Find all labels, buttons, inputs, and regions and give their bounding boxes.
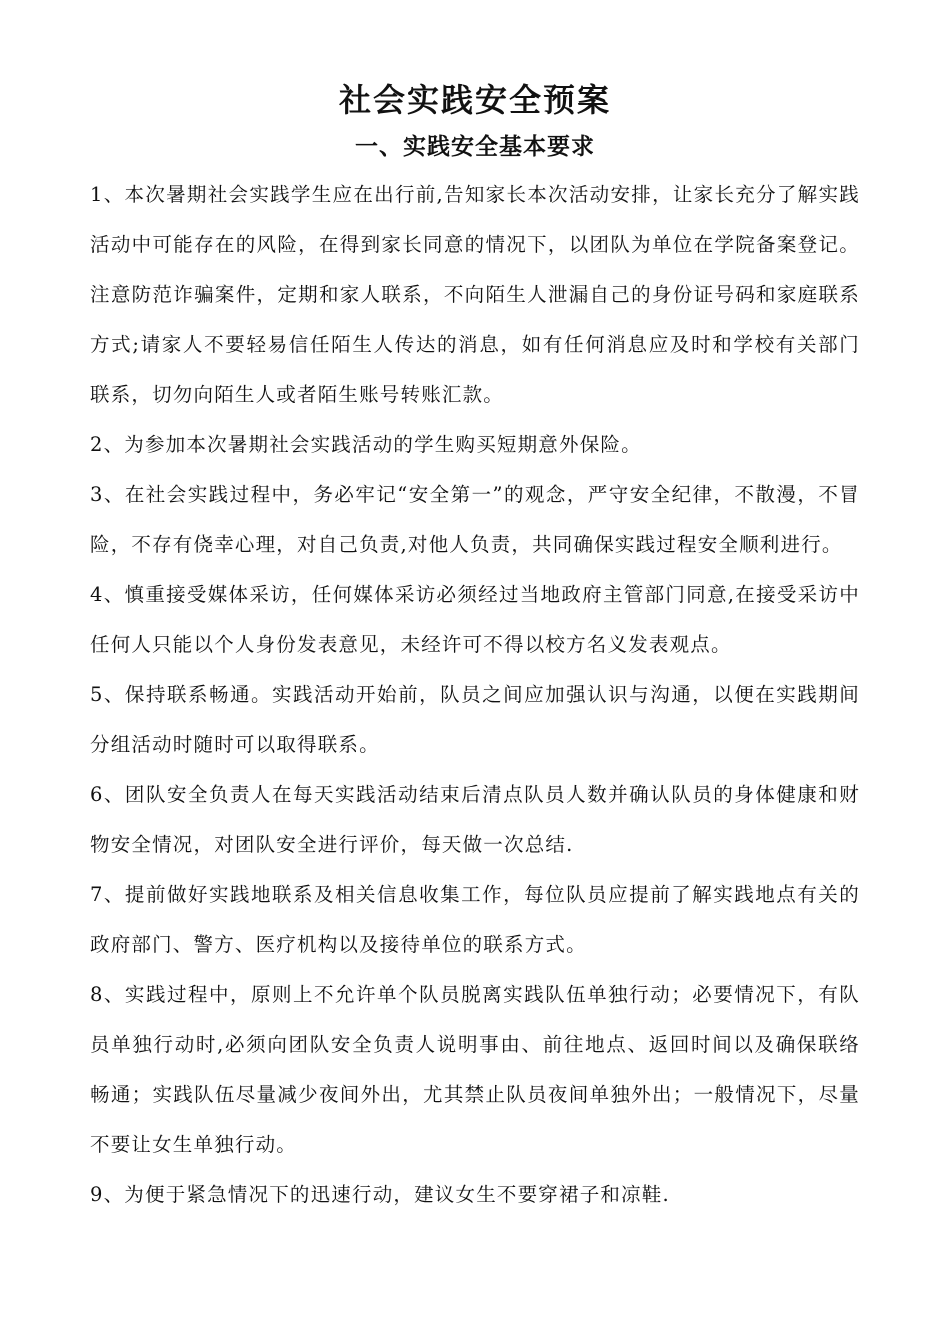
paragraph-4: 4、慎重接受媒体采访，任何媒体采访必须经过当地政府主管部门同意,在接受采访中任何人只能以个人身份发表意见，未经许可不得以校方名义发表观点。 [90,583,860,656]
document-title: 社会实践安全预案 [338,81,611,119]
paragraph-2: 2、为参加本次暑期社会实践活动的学生购买短期意外保险。 [90,433,642,456]
paragraph-3: 3、在社会实践过程中，务必牢记“安全第一”的观念，严守安全纪律，不散漫，不冒险，不存有侥幸心理，对自己负责,对他人负责，共同确保实践过程安全顺利进行。 [90,483,860,556]
paragraph-7: 7、提前做好实践地联系及相关信息收集工作，每位队员应提前了解实践地点有关的政府部门、警方、医疗机构以及接待单位的联系方式。 [90,883,860,956]
paragraph-1: 1、本次暑期社会实践学生应在出行前,告知家长本次活动安排，让家长充分了解实践活动中可能存在的风险，在得到家长同意的情况下，以团队为单位在学院备案登记。注意防范诈骗案件，定期和家人联系，不向陌生人泄漏自己的身份证号码和家庭联系方式;请家人不要轻易信任陌生人传达的消息，如有任何消息应及时和学校有关部门联系，切勿向陌生人或者陌生账号转账汇款。 [90,183,860,406]
paragraph-5: 5、保持联系畅通。实践活动开始前，队员之间应加强认识与沟通，以便在实践期间分组活动时随时可以取得联系。 [90,683,860,756]
paragraph-8: 8、实践过程中，原则上不允许单个队员脱离实践队伍单独行动；必要情况下，有队员单独行动时,必须向团队安全负责人说明事由、前往地点、返回时间以及确保联络畅通；实践队伍尽量减少夜间外出，尤其禁止队员夜间单独外出；一般情况下，尽量不要让女生单独行动。 [90,983,860,1156]
section-heading: 一、实践安全基本要求 [355,133,595,160]
paragraph-6: 6、团队安全负责人在每天实践活动结束后清点队员人数并确认队员的身体健康和财物安全情况，对团队安全进行评价，每天做一次总结. [90,783,860,856]
paragraph-9: 9、为便于紧急情况下的迅速行动，建议女生不要穿裙子和凉鞋. [90,1183,670,1206]
